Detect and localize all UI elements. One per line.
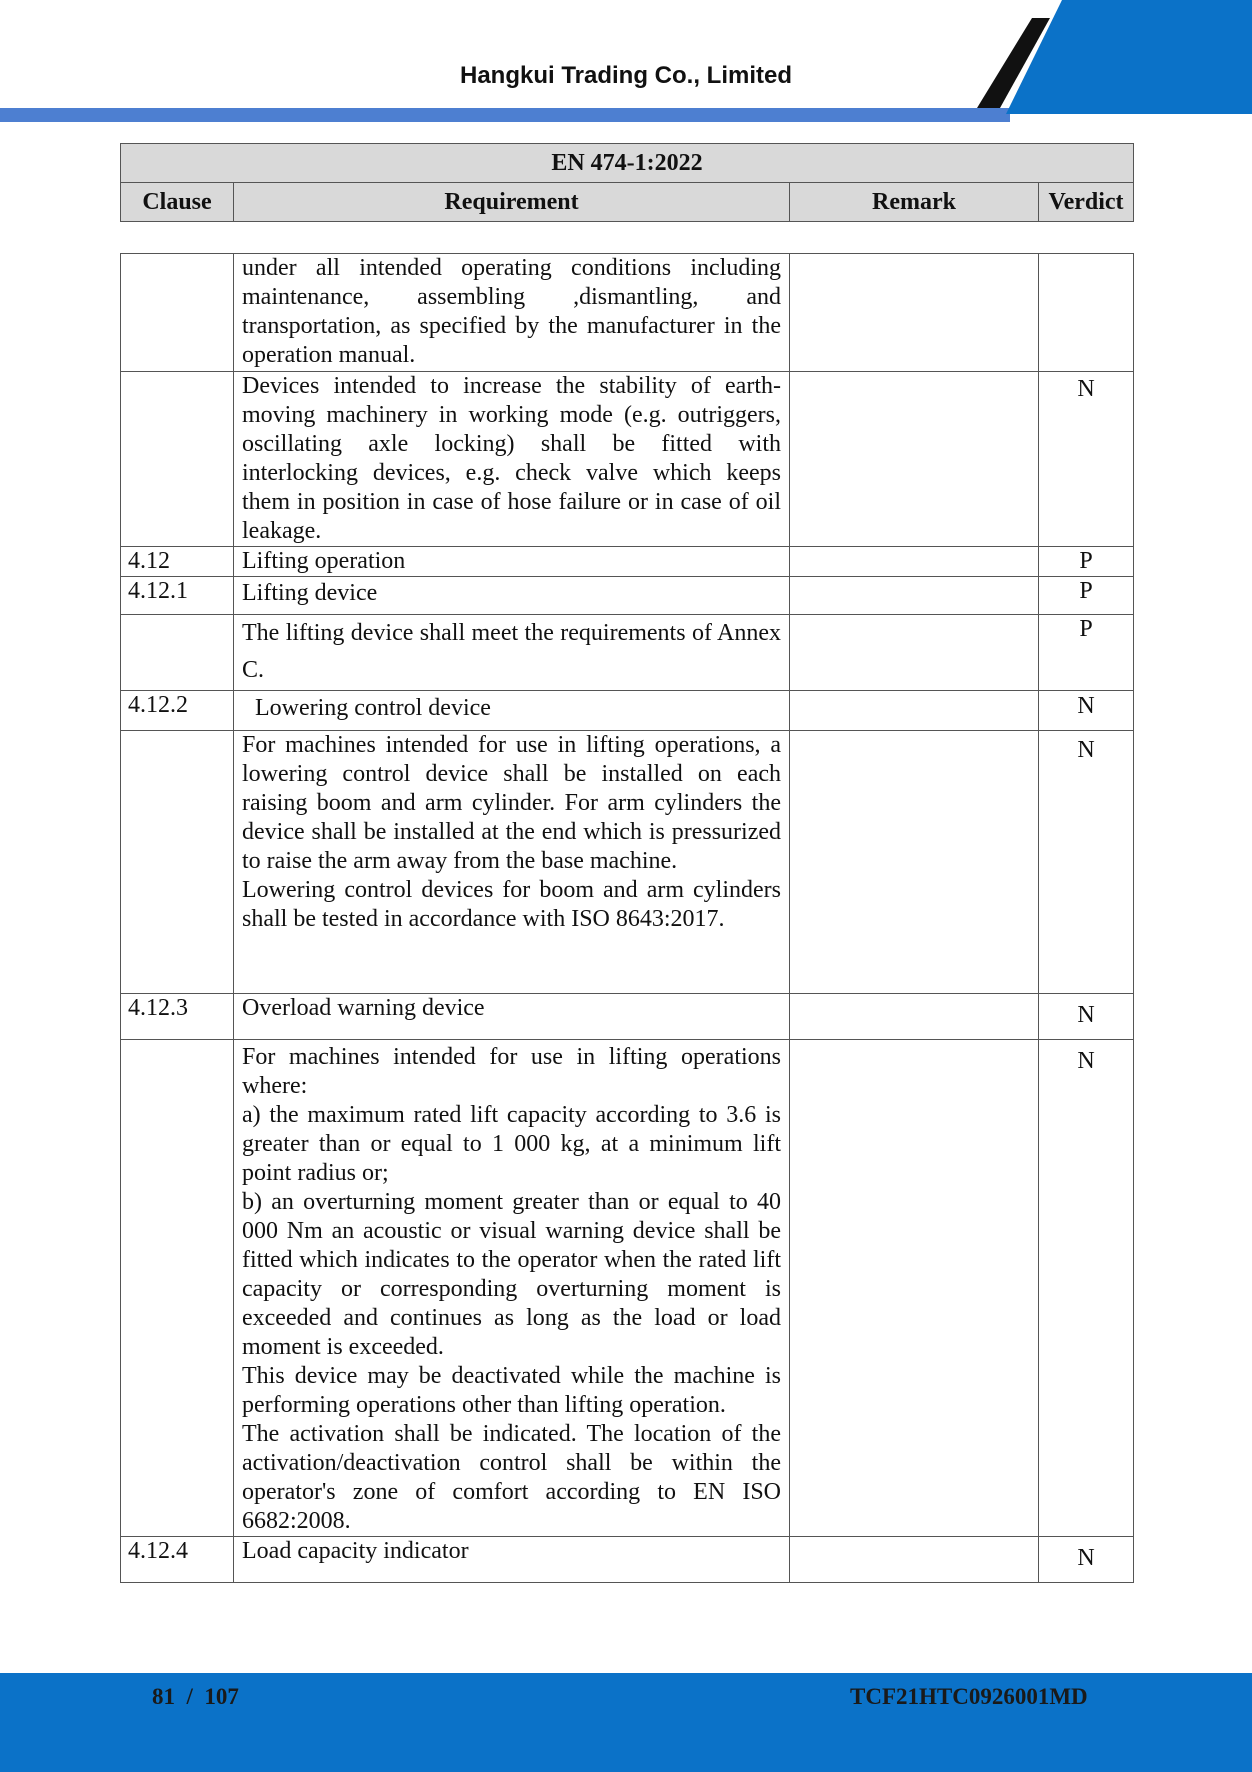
requirement-text: For machines intended for use in lifting operations, a lowering control device shall be installed on each raising boom and arm cylinder. For arm cylinders the device shall be installed at the end which is pressurized to raise the arm away from the base machine. — [242, 732, 781, 874]
verdict-cell: N — [1039, 1040, 1134, 1537]
table-row — [121, 1040, 1134, 1537]
column-header-clause: Clause — [121, 183, 234, 222]
report-number: TCF21HTC0926001MD — [850, 1684, 1088, 1709]
table-row — [121, 372, 1134, 547]
verdict-cell: N — [1039, 1537, 1134, 1583]
clause-cell — [121, 731, 234, 994]
clause-cell: 4.12.3 — [121, 994, 234, 1040]
clause-cell: 4.12.4 — [121, 1537, 234, 1583]
requirement-cell — [234, 577, 790, 615]
verdict-cell: N — [1039, 691, 1134, 731]
clause-cell — [121, 615, 234, 691]
requirement-cell — [234, 615, 790, 691]
requirement-cell — [234, 1537, 790, 1583]
remark-cell — [790, 577, 1039, 615]
verdict-cell: N — [1039, 372, 1134, 547]
requirement-cell — [234, 731, 790, 994]
requirement-text: This device may be deactivated while the machine is performing operations other than lifting operation. — [242, 1363, 781, 1418]
remark-cell — [790, 372, 1039, 547]
page-number: 81 / 107 — [152, 1684, 239, 1709]
table-header — [120, 143, 1134, 222]
remark-cell — [790, 1537, 1039, 1583]
requirement-text: b) an overturning moment greater than or equal to 40 000 Nm an acoustic or visual warning device shall be fitted which indicates to the operator when the rated lift capacity or corresponding overturning moment is exceeded and continues as long as the load or load moment is exceeded. — [242, 1189, 781, 1360]
remark-cell — [790, 615, 1039, 691]
verdict-cell: N — [1039, 731, 1134, 994]
table-row — [121, 691, 1134, 731]
header-corner-blue-block — [1006, 0, 1252, 114]
requirement-cell — [234, 994, 790, 1040]
clause-cell: 4.12 — [121, 547, 234, 577]
clause-cell — [121, 1040, 234, 1537]
table-row — [121, 254, 1134, 372]
column-header-requirement: Requirement — [234, 183, 790, 222]
requirement-cell — [234, 1040, 790, 1537]
requirement-text: a) the maximum rated lift capacity according to 3.6 is greater than or equal to 1 000 kg, at a minimum lift point radius or; — [242, 1102, 781, 1186]
verdict-cell: P — [1039, 547, 1134, 577]
clause-cell: 4.12.1 — [121, 577, 234, 615]
requirement-cell — [234, 372, 790, 547]
table-row — [121, 577, 1134, 615]
requirement-text: The lifting device shall meet the requirements of Annex C. — [242, 620, 781, 683]
clause-cell — [121, 372, 234, 547]
requirement-cell — [234, 691, 790, 731]
table-row — [121, 994, 1134, 1040]
requirement-text: Lifting operation — [242, 548, 406, 574]
remark-cell — [790, 254, 1039, 372]
header-bar — [0, 108, 1010, 122]
requirement-text: Lowering control device — [255, 695, 491, 721]
column-header-verdict: Verdict — [1039, 183, 1134, 222]
clause-cell: 4.12.2 — [121, 691, 234, 731]
table-row — [121, 615, 1134, 691]
requirement-cell — [234, 547, 790, 577]
requirements-table — [120, 253, 1134, 1583]
remark-cell — [790, 994, 1039, 1040]
standard-title: EN 474-1:2022 — [121, 144, 1134, 183]
table-row — [121, 1537, 1134, 1583]
clause-cell — [121, 254, 234, 372]
header-corner-graphic — [960, 0, 1252, 122]
remark-cell — [790, 547, 1039, 577]
requirement-cell — [234, 254, 790, 372]
requirement-text: For machines intended for use in lifting operations where: — [242, 1044, 781, 1099]
table-row — [121, 731, 1134, 994]
remark-cell — [790, 691, 1039, 731]
requirement-text: Overload warning device — [242, 995, 485, 1021]
company-title: Hangkui Trading Co., Limited — [459, 62, 792, 89]
requirement-text: The activation shall be indicated. The location of the activation/deactivation control shall be within the operator's zone of comfort according to EN ISO 6682:2008. — [242, 1421, 781, 1534]
requirement-text: Devices intended to increase the stability of earth-moving machinery in working mode (e.g. outriggers, oscillating axle locking) shall be fitted with interlocking devices, e.g. check valve which keeps them in position in case of hose failure or in case of oil leakage. — [242, 373, 781, 544]
requirement-text: Load capacity indicator — [242, 1538, 469, 1564]
column-header-remark: Remark — [790, 183, 1039, 222]
remark-cell — [790, 731, 1039, 994]
table-row — [121, 547, 1134, 577]
requirement-text: Lowering control devices for boom and arm cylinders shall be tested in accordance with ISO 8643:2017. — [242, 877, 781, 932]
requirement-text: Lifting device — [242, 580, 378, 606]
verdict-cell — [1039, 254, 1134, 372]
verdict-cell: P — [1039, 577, 1134, 615]
verdict-cell: N — [1039, 994, 1134, 1040]
requirement-text: under all intended operating conditions including maintenance, assembling ,dismantling, and transportation, as specified by the manufacturer in the operation manual. — [242, 255, 781, 368]
verdict-cell: P — [1039, 615, 1134, 691]
remark-cell — [790, 1040, 1039, 1537]
